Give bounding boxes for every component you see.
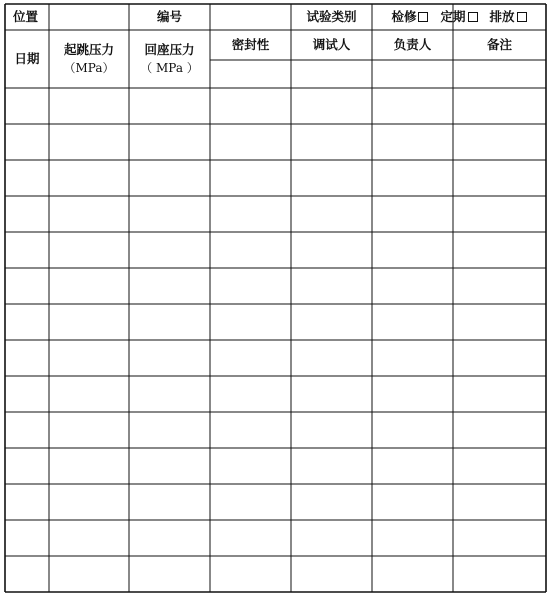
table-cell[interactable] [49,124,129,160]
table-cell[interactable] [129,124,210,160]
table-cell[interactable] [210,304,291,340]
table-cell[interactable] [453,196,546,232]
number-value [210,4,291,30]
table-cell[interactable] [210,160,291,196]
checkbox-icon[interactable] [418,12,428,22]
table-cell[interactable] [49,160,129,196]
table-cell[interactable] [5,232,49,268]
reseat-pressure-unit: （ MPa ） [140,61,199,75]
table-cell[interactable] [210,520,291,556]
table-cell[interactable] [5,484,49,520]
checkbox-icon[interactable] [517,12,527,22]
table-cell[interactable] [453,448,546,484]
table-cell[interactable] [291,448,372,484]
table-cell[interactable] [129,376,210,412]
table-cell[interactable] [210,484,291,520]
table-cell[interactable] [5,340,49,376]
table-cell[interactable] [453,304,546,340]
table-cell[interactable] [129,88,210,124]
table-cell[interactable] [5,448,49,484]
table-cell[interactable] [129,484,210,520]
table-cell[interactable] [372,520,453,556]
option-periodic-label: 定期 [440,9,466,24]
table-cell[interactable] [372,304,453,340]
table-cell[interactable] [372,556,453,592]
table-cell[interactable] [5,268,49,304]
table-cell[interactable] [291,556,372,592]
table-cell[interactable] [372,484,453,520]
table-cell[interactable] [291,340,372,376]
table-cell[interactable] [5,88,49,124]
table-cell[interactable] [291,484,372,520]
set-pressure-title: 起跳压力 [63,42,114,57]
reseat-pressure-title: 回座压力 [144,42,195,57]
table-cell[interactable] [129,268,210,304]
table-cell[interactable] [453,376,546,412]
table-cell[interactable] [5,304,49,340]
position-label: 位置 [13,9,39,24]
column-header-date: 日期 [14,51,40,66]
table-cell[interactable] [49,556,129,592]
table-cell[interactable] [49,304,129,340]
table-cell[interactable] [5,160,49,196]
table-cell[interactable] [291,88,372,124]
table-cell[interactable] [372,196,453,232]
table-cell[interactable] [372,232,453,268]
table-cell[interactable] [129,160,210,196]
column-header-set-pressure [49,30,129,88]
set-pressure-unit: （MPa） [63,61,115,75]
table-cell[interactable] [291,268,372,304]
column-header-responsible: 负责人 [393,37,432,52]
table-cell[interactable] [129,340,210,376]
option-overhaul[interactable] [391,8,428,26]
table-cell[interactable] [453,340,546,376]
table-cell[interactable] [291,412,372,448]
table-cell[interactable] [210,412,291,448]
number-label: 编号 [156,9,182,24]
test-type-label: 试验类别 [306,9,357,24]
table-cell[interactable] [49,88,129,124]
table-cell[interactable] [291,232,372,268]
table-cell[interactable] [291,376,372,412]
table-cell[interactable] [453,484,546,520]
table-cell[interactable] [210,556,291,592]
table-cell[interactable] [453,520,546,556]
table-cell[interactable] [5,520,49,556]
table-cell[interactable] [291,124,372,160]
table-cell[interactable] [49,268,129,304]
table-cell[interactable] [372,376,453,412]
table-cell[interactable] [372,160,453,196]
position-value [49,4,129,30]
table-cell[interactable] [453,232,546,268]
table-cell[interactable] [210,340,291,376]
table-cell[interactable] [210,268,291,304]
table-cell[interactable] [5,196,49,232]
table-cell[interactable] [372,412,453,448]
table-cell[interactable] [291,304,372,340]
table-cell[interactable] [49,232,129,268]
table-cell[interactable] [49,448,129,484]
table-cell[interactable] [372,88,453,124]
table-cell[interactable] [372,448,453,484]
table-cell[interactable] [453,160,546,196]
table-cell[interactable] [210,124,291,160]
table-cell[interactable] [372,268,453,304]
table-cell[interactable] [453,556,546,592]
column-header-reseat-pressure [129,30,210,88]
table-cell[interactable] [210,448,291,484]
table-cell[interactable] [210,376,291,412]
table-cell[interactable] [372,124,453,160]
option-overhaul-label: 检修 [391,9,417,24]
table-cell[interactable] [372,340,453,376]
column-header-tightness: 密封性 [231,37,270,52]
table-cell[interactable] [291,196,372,232]
table-cell[interactable] [210,232,291,268]
checkbox-icon[interactable] [468,12,478,22]
table-cell[interactable] [453,268,546,304]
table-cell[interactable] [129,520,210,556]
table-cell[interactable] [49,340,129,376]
table-cell[interactable] [453,124,546,160]
option-discharge-label: 排放 [489,9,515,24]
table-cell[interactable] [291,160,372,196]
table-cell[interactable] [291,520,372,556]
table-cell[interactable] [49,412,129,448]
table-cell[interactable] [5,376,49,412]
table-cell[interactable] [49,196,129,232]
table-cell[interactable] [129,232,210,268]
table-cell[interactable] [210,196,291,232]
table-cell[interactable] [453,412,546,448]
table-cell[interactable] [49,376,129,412]
table-cell[interactable] [49,520,129,556]
table-cell[interactable] [129,304,210,340]
table-cell[interactable] [129,448,210,484]
column-header-tester: 调试人 [312,37,351,52]
table-cell[interactable] [129,196,210,232]
table-cell[interactable] [129,556,210,592]
table-cell[interactable] [5,124,49,160]
column-header-remarks: 备注 [486,37,512,52]
table-cell[interactable] [210,88,291,124]
option-discharge[interactable] [490,8,527,26]
test-type-options [372,4,546,30]
table-cell[interactable] [49,484,129,520]
table-cell[interactable] [453,88,546,124]
table-cell[interactable] [5,556,49,592]
table-cell[interactable] [5,412,49,448]
table-cell[interactable] [129,412,210,448]
option-periodic[interactable] [440,8,477,26]
